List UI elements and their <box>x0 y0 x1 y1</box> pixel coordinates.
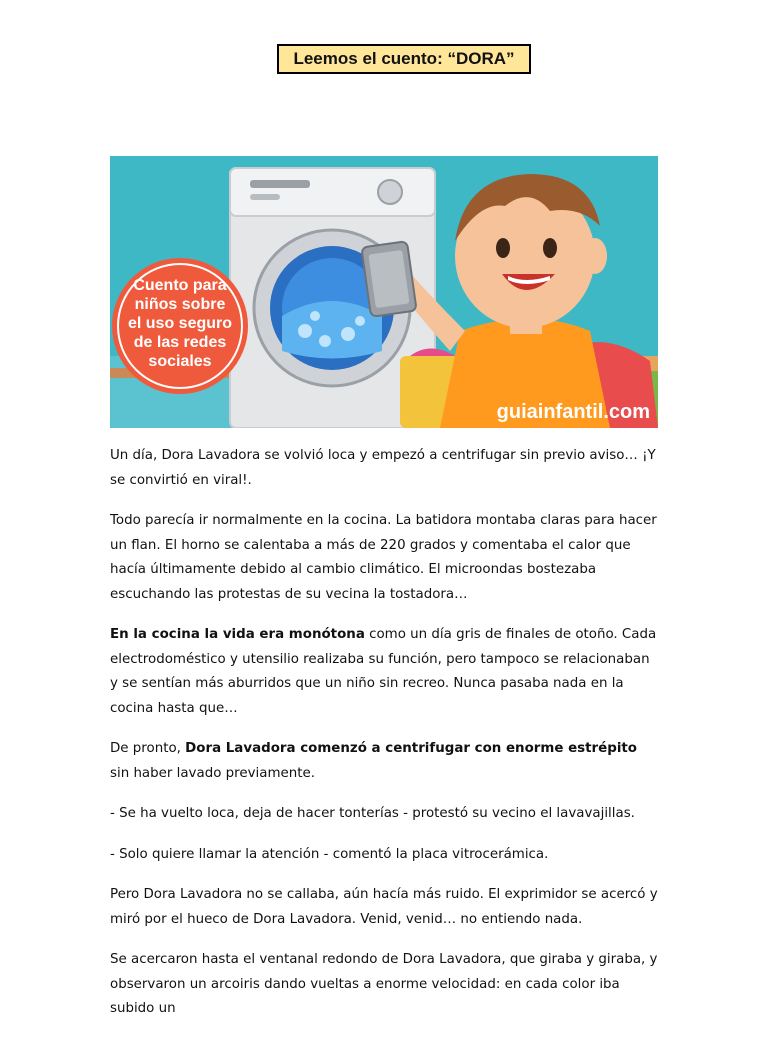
text-segment: - Se ha vuelto loca, deja de hacer tonterías - protestó su vecino el lavavajillas. <box>110 806 635 821</box>
text-segment: Todo parecía ir normalmente en la cocina. La batidora montaba claras para hacer un flan. El horno se calentaba a más de 220 grados y comentaba el calor que hacía últimamente debido al cambio climático. El microondas bostezaba escuchando las protestas de su vecina la tostadora… <box>110 513 657 602</box>
story-paragraph <box>110 948 658 1022</box>
story-paragraph <box>110 444 658 493</box>
story-paragraph <box>110 737 658 786</box>
banner-svg <box>110 156 658 428</box>
bold-phrase: Dora Lavadora comenzó a centrifugar con enorme estrépito <box>185 741 638 756</box>
text-segment: sin haber lavado previamente. <box>110 765 315 781</box>
story-paragraph <box>110 509 658 607</box>
badge-line-3: el uso seguro <box>127 315 233 332</box>
badge-line-5: sociales <box>148 353 212 370</box>
banner-watermark: guiainfantil.com <box>496 401 650 423</box>
text-segment: como un día gris de finales de otoño. Cada electrodoméstico y utensilio realizaba su función, pero tampoco se relacionaban y se sentían más aburridos que un niño sin recreo. Nunca pasaba nada en la cocina hasta que… <box>110 627 657 716</box>
story-banner-illustration <box>110 156 658 428</box>
bold-phrase: En la cocina la vida era monótona <box>110 627 365 642</box>
badge-line-2: niños sobre <box>134 296 226 313</box>
badge-line-4: de las redes <box>133 334 227 351</box>
story-paragraph <box>110 883 658 932</box>
story-text <box>110 444 658 1038</box>
text-segment: - Solo quiere llamar la atención - comentó la placa vitrocerámica. <box>110 846 549 862</box>
text-segment: Se acercaron hasta el ventanal redondo de Dora Lavadora, que giraba y giraba, y observaron un arcoiris dando vueltas a enorme velocidad: en cada color iba subido un <box>110 952 658 1016</box>
text-segment: Un día, Dora Lavadora se volvió loca y empezó a centrifugar sin previo aviso… ¡Y se convirtió en viral!. <box>110 448 656 488</box>
story-paragraph <box>110 802 658 827</box>
banner-badge <box>112 258 248 394</box>
badge-line-1: Cuento para <box>133 277 227 294</box>
story-title: Leemos el cuento: “DORA” <box>277 44 531 74</box>
text-segment: De pronto, <box>110 741 186 756</box>
text-segment: Pero Dora Lavadora no se callaba, aún hacía más ruido. El exprimidor se acercó y miró por el hueco de Dora Lavadora. Venid, venid… no entiendo nada. <box>110 887 658 927</box>
story-paragraph <box>110 623 658 721</box>
story-paragraph <box>110 843 658 868</box>
